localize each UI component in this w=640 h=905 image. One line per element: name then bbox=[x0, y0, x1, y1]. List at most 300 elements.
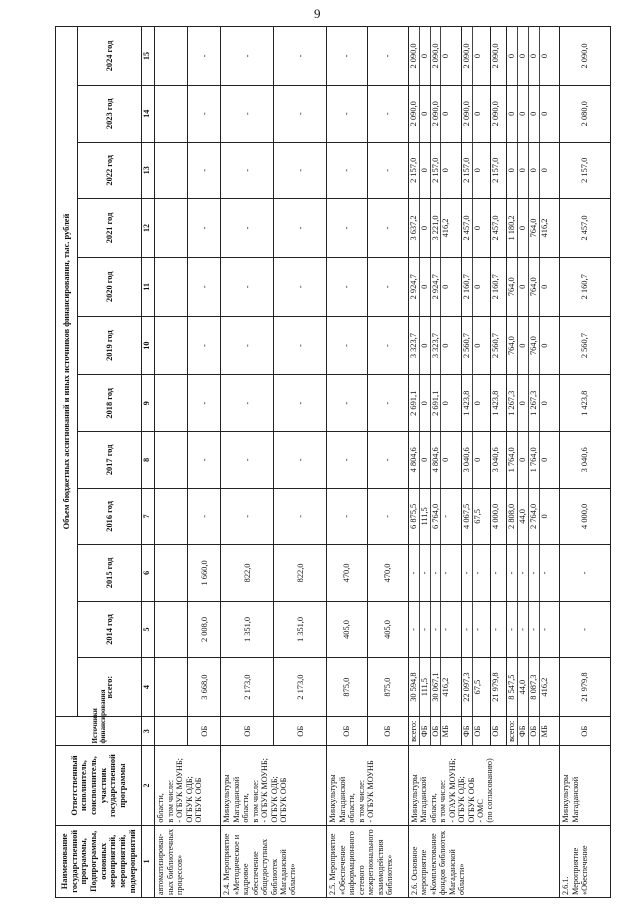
value-cell bbox=[507, 199, 560, 258]
value: 0 bbox=[529, 143, 540, 199]
executor-line: в том числе: bbox=[165, 779, 175, 823]
header-name: Наименование государственной программы, Подпрограммы, основных мероприятий, мероприятий, подмероприятий bbox=[56, 825, 142, 897]
source-label: ФБ bbox=[420, 717, 431, 745]
value-cell: 875,0 bbox=[327, 658, 368, 717]
value: 0 bbox=[539, 457, 549, 462]
value: - bbox=[431, 602, 442, 658]
source-cell: ОБ bbox=[368, 717, 409, 746]
value: - bbox=[420, 602, 431, 658]
column-number: 14 bbox=[142, 85, 155, 142]
value: - bbox=[441, 628, 451, 631]
value-cell: - bbox=[327, 316, 368, 375]
value-cell bbox=[155, 257, 188, 316]
value: - bbox=[529, 602, 540, 658]
value: 0 bbox=[518, 143, 529, 199]
value-cell: - bbox=[221, 257, 274, 316]
value: 2 090,0 bbox=[409, 86, 420, 142]
value: 2 090,0 bbox=[431, 86, 442, 142]
value-cell bbox=[409, 27, 462, 86]
value: 1 423,8 bbox=[490, 390, 500, 416]
value-cell bbox=[490, 601, 507, 658]
value-cell: 822,0 bbox=[274, 545, 327, 602]
value-cell: 2 080,0 bbox=[560, 85, 611, 142]
value-cell bbox=[409, 257, 462, 316]
value: 2 808,0 bbox=[507, 489, 518, 545]
source-cell bbox=[409, 717, 462, 746]
value: 44,0 bbox=[518, 658, 529, 716]
source-cell: ОБ bbox=[327, 717, 368, 746]
header-year: 2020 год bbox=[78, 257, 142, 316]
value: 0 bbox=[539, 53, 549, 59]
value-cell bbox=[461, 488, 490, 545]
value-cell: 2 173,0 bbox=[274, 658, 327, 717]
value-cell: 4 000,0 bbox=[560, 488, 611, 545]
value: 0 bbox=[441, 343, 451, 348]
source-label: МБ bbox=[441, 725, 451, 738]
executor-line: ОГБУК ОДБ; bbox=[269, 776, 279, 823]
value: 764,0 bbox=[529, 258, 540, 316]
executor-line: ОГБУК ООБ bbox=[466, 777, 476, 823]
value: 0 bbox=[420, 199, 431, 257]
column-number: 10 bbox=[142, 316, 155, 375]
value-cell: - bbox=[327, 27, 368, 86]
value: 3 040,6 bbox=[462, 432, 473, 488]
value-cell bbox=[409, 488, 462, 545]
value-cell: - bbox=[368, 257, 409, 316]
executor-line: ОГБУК ООБ bbox=[279, 777, 289, 823]
executor-line: (по согласованию) bbox=[485, 758, 495, 823]
value: 3 323,7 bbox=[409, 317, 420, 375]
value: 111,5 bbox=[420, 658, 431, 716]
value-cell: - bbox=[188, 432, 221, 489]
value: - bbox=[420, 545, 431, 601]
executor-line: Минкультуры Магаданской области, bbox=[328, 774, 357, 823]
row-executor bbox=[221, 746, 327, 825]
source-cell bbox=[490, 717, 507, 746]
value: 1 423,8 bbox=[462, 376, 473, 432]
value: 0 bbox=[441, 401, 451, 406]
value-cell: - bbox=[221, 375, 274, 432]
header-year: 2018 год bbox=[78, 375, 142, 432]
executor-line: в том числе: bbox=[438, 779, 448, 823]
value-cell: - bbox=[327, 257, 368, 316]
executor-line: - ОМС bbox=[475, 799, 485, 823]
row-name: 2.6. Основное мероприятие «Комплектование фондов библиотек Магаданской области» bbox=[409, 825, 560, 897]
value: 1 764,0 bbox=[529, 432, 540, 488]
value: - bbox=[507, 602, 518, 658]
value-cell: - bbox=[221, 27, 274, 86]
value: 0 bbox=[539, 343, 549, 348]
value: - bbox=[529, 545, 540, 601]
value-cell: 1 351,0 bbox=[274, 601, 327, 658]
value-cell bbox=[507, 257, 560, 316]
source-label: ОБ bbox=[431, 717, 442, 745]
value: - bbox=[431, 545, 442, 601]
row-executor bbox=[155, 746, 221, 825]
value-cell: 875,0 bbox=[368, 658, 409, 717]
value: 2 560,7 bbox=[490, 333, 500, 359]
source-cell: ОБ bbox=[188, 717, 221, 746]
value-cell bbox=[490, 85, 507, 142]
executor-line: Минкультуры Магаданской области, bbox=[222, 774, 251, 823]
value: 2 457,0 bbox=[462, 199, 473, 257]
value: 2 160,7 bbox=[462, 258, 473, 316]
value-cell bbox=[490, 658, 507, 717]
value-cell bbox=[490, 545, 507, 602]
value: 0 bbox=[441, 457, 451, 462]
value-cell: 470,0 bbox=[368, 545, 409, 602]
value: 416,2 bbox=[539, 218, 549, 238]
value: 67,5 bbox=[472, 509, 482, 524]
value: 0 bbox=[441, 111, 451, 116]
value-cell: - bbox=[188, 375, 221, 432]
value-cell: - bbox=[188, 85, 221, 142]
value: 4 804,6 bbox=[409, 432, 420, 488]
value-cell bbox=[461, 375, 490, 432]
value-cell: 2 008,0 bbox=[188, 601, 221, 658]
table-body bbox=[155, 27, 611, 898]
page-number: 9 bbox=[314, 6, 321, 21]
executor-line: ОГБУК ОДБ; bbox=[457, 776, 467, 823]
value: 2 090,0 bbox=[490, 101, 500, 127]
source-cell: ОБ bbox=[221, 717, 274, 746]
value: 0 bbox=[472, 457, 482, 462]
value-cell: 2 457,0 bbox=[560, 199, 611, 258]
value: 0 bbox=[472, 111, 482, 116]
executor-line: в том числе: bbox=[250, 779, 260, 823]
value-cell bbox=[409, 601, 462, 658]
value-cell: - bbox=[188, 257, 221, 316]
value-cell bbox=[507, 142, 560, 199]
value: 2 157,0 bbox=[409, 143, 420, 199]
row-name: 2.5. Мероприятие «Обеспечение информационного сетевого межрегионального взаимодействия библиотек» bbox=[327, 825, 409, 897]
value-cell bbox=[155, 488, 188, 545]
executor-line: Минкультуры Магаданской области, bbox=[410, 774, 438, 823]
value-cell bbox=[461, 257, 490, 316]
value-cell bbox=[490, 432, 507, 489]
value: 3 637,2 bbox=[409, 199, 420, 257]
value-cell bbox=[409, 375, 462, 432]
column-number: 6 bbox=[142, 545, 155, 602]
value-cell: 2 560,7 bbox=[560, 316, 611, 375]
value-cell bbox=[507, 488, 560, 545]
value-cell bbox=[409, 658, 462, 717]
source-cell: ОБ bbox=[274, 717, 327, 746]
value-cell: 1 351,0 bbox=[221, 601, 274, 658]
value-cell bbox=[461, 27, 490, 86]
value: 0 bbox=[441, 53, 451, 59]
column-number: 4 bbox=[142, 658, 155, 717]
value: 764,0 bbox=[529, 199, 540, 257]
value: 0 bbox=[420, 86, 431, 142]
value-cell: - bbox=[368, 142, 409, 199]
value-cell bbox=[490, 375, 507, 432]
value: 3 221,0 bbox=[431, 199, 442, 257]
column-number: 2 bbox=[142, 746, 155, 825]
value-cell: - bbox=[221, 488, 274, 545]
source-label: ОБ bbox=[472, 725, 482, 737]
value: - bbox=[490, 571, 500, 575]
value-cell bbox=[155, 375, 188, 432]
value: 21 979,8 bbox=[490, 672, 500, 702]
table-container bbox=[55, 26, 611, 898]
value-cell: - bbox=[274, 27, 327, 86]
value-cell: - bbox=[221, 142, 274, 199]
value-cell bbox=[490, 316, 507, 375]
row-executor bbox=[409, 746, 560, 825]
source-label: всего: bbox=[507, 717, 518, 745]
header-year: 2016 год bbox=[78, 488, 142, 545]
value: 2 157,0 bbox=[462, 143, 473, 199]
value: - bbox=[518, 602, 529, 658]
row-executor bbox=[327, 746, 409, 825]
value: 2 157,0 bbox=[431, 143, 442, 199]
header-volume: Объем бюджетных ассигнований и иных источников финансирования, тыс. рублей bbox=[56, 27, 78, 717]
column-number: 9 bbox=[142, 375, 155, 432]
value: 1 267,3 bbox=[529, 376, 540, 432]
value: 764,0 bbox=[507, 258, 518, 316]
executor-line: в том числе: bbox=[356, 779, 366, 823]
value: 0 bbox=[472, 168, 482, 173]
value-cell: 2 090,0 bbox=[560, 27, 611, 86]
value-cell: - bbox=[368, 432, 409, 489]
value-cell: - bbox=[274, 488, 327, 545]
header-year: 2019 год bbox=[78, 316, 142, 375]
value: 0 bbox=[472, 401, 482, 406]
row-name: 2.6.1. Мероприятие «Обеспечение bbox=[560, 825, 611, 897]
value-cell bbox=[155, 142, 188, 199]
column-number: 3 bbox=[142, 717, 155, 746]
value: 6 764,0 bbox=[431, 489, 442, 545]
column-number: 1 bbox=[142, 825, 155, 897]
value-cell bbox=[461, 658, 490, 717]
value: 764,0 bbox=[507, 317, 518, 375]
value: 6 875,5 bbox=[409, 489, 420, 545]
column-number: 15 bbox=[142, 27, 155, 86]
value: 0 bbox=[472, 225, 482, 231]
column-number: 8 bbox=[142, 432, 155, 489]
source-label: ФБ bbox=[462, 717, 473, 745]
value: 0 bbox=[529, 27, 540, 85]
value: - bbox=[441, 514, 451, 518]
value-cell bbox=[507, 27, 560, 86]
value-cell: - bbox=[274, 375, 327, 432]
source-label: МБ bbox=[539, 725, 549, 738]
value: 0 bbox=[507, 27, 518, 85]
column-number: 7 bbox=[142, 488, 155, 545]
value: 0 bbox=[420, 432, 431, 488]
value: - bbox=[507, 545, 518, 601]
executor-line: - ОГБУК МОУНБ; bbox=[260, 758, 270, 823]
value-cell bbox=[461, 432, 490, 489]
value-cell: - bbox=[327, 488, 368, 545]
value-cell: - bbox=[188, 199, 221, 258]
value-cell bbox=[155, 199, 188, 258]
value-cell: - bbox=[368, 199, 409, 258]
value: 67,5 bbox=[472, 679, 482, 695]
value: 2 157,0 bbox=[490, 157, 500, 183]
value-cell bbox=[155, 85, 188, 142]
value-cell: - bbox=[327, 142, 368, 199]
value: 4 804,6 bbox=[431, 432, 442, 488]
value-cell bbox=[409, 545, 462, 602]
value-cell bbox=[507, 316, 560, 375]
table-row bbox=[409, 27, 462, 898]
value: 2 691,1 bbox=[409, 376, 420, 432]
header-year: 2024 год bbox=[78, 27, 142, 86]
value: 8 547,5 bbox=[507, 658, 518, 716]
value: 1 267,3 bbox=[507, 376, 518, 432]
value: 3 323,7 bbox=[431, 317, 442, 375]
column-number: 11 bbox=[142, 257, 155, 316]
value-cell bbox=[461, 199, 490, 258]
value-cell bbox=[155, 27, 188, 86]
value: 3 040,6 bbox=[490, 447, 500, 473]
value-cell bbox=[490, 27, 507, 86]
value: 30 594,8 bbox=[409, 658, 420, 716]
header-year: 2023 год bbox=[78, 85, 142, 142]
value-cell: 3 040,6 bbox=[560, 432, 611, 489]
value: 2 560,7 bbox=[462, 317, 473, 375]
value: 4 000,0 bbox=[490, 503, 500, 529]
value: 22 097,3 bbox=[462, 658, 473, 716]
value: 416,2 bbox=[539, 677, 549, 697]
value: 0 bbox=[518, 258, 529, 316]
value-cell: - bbox=[368, 27, 409, 86]
value: - bbox=[539, 571, 549, 575]
value-cell bbox=[461, 601, 490, 658]
value-cell: - bbox=[221, 316, 274, 375]
header-source: Источники финансирования bbox=[56, 717, 142, 746]
value-cell bbox=[409, 199, 462, 258]
value-cell: - bbox=[560, 545, 611, 602]
value: 2 924,7 bbox=[409, 258, 420, 316]
value-cell bbox=[490, 142, 507, 199]
value: 2 457,0 bbox=[490, 215, 500, 241]
value: 0 bbox=[539, 168, 549, 173]
header-executor: Ответственный исполнитель, соисполнитель, участник государственной программы bbox=[56, 746, 142, 825]
source-cell bbox=[507, 717, 560, 746]
value-cell: - bbox=[368, 488, 409, 545]
value: 2 764,0 bbox=[529, 489, 540, 545]
value-cell: 1 423,8 bbox=[560, 375, 611, 432]
value: - bbox=[472, 628, 482, 631]
value-cell bbox=[507, 375, 560, 432]
table-row bbox=[327, 27, 368, 898]
value: 2 090,0 bbox=[490, 43, 500, 69]
value: 416,2 bbox=[441, 677, 451, 697]
value: 0 bbox=[472, 343, 482, 348]
value-cell bbox=[490, 257, 507, 316]
header-total: всего: bbox=[78, 658, 142, 717]
header-year: 2021 год bbox=[78, 199, 142, 258]
column-number: 12 bbox=[142, 199, 155, 258]
value-cell bbox=[155, 601, 188, 658]
value: - bbox=[490, 628, 500, 631]
value: 0 bbox=[529, 86, 540, 142]
value: 0 bbox=[518, 376, 529, 432]
value: 1 764,0 bbox=[507, 432, 518, 488]
value: - bbox=[462, 602, 473, 658]
value-cell bbox=[155, 545, 188, 602]
value-cell bbox=[409, 316, 462, 375]
value: 4 067,5 bbox=[462, 489, 473, 545]
value: 764,0 bbox=[529, 317, 540, 375]
value-cell: - bbox=[221, 85, 274, 142]
executor-line: - ОГАУК МОУНБ; bbox=[447, 758, 457, 823]
value: 0 bbox=[420, 317, 431, 375]
value-cell: 2 157,0 bbox=[560, 142, 611, 199]
value: - bbox=[518, 545, 529, 601]
value: 2 090,0 bbox=[462, 86, 473, 142]
value-cell: - bbox=[188, 488, 221, 545]
column-number-row bbox=[142, 27, 155, 898]
value: 8 087,3 bbox=[529, 658, 540, 716]
row-name: автоматизирован-ных библиотечных процессов» bbox=[155, 825, 221, 897]
value: 0 bbox=[518, 199, 529, 257]
value-cell bbox=[155, 432, 188, 489]
value-cell bbox=[507, 601, 560, 658]
value-cell bbox=[461, 142, 490, 199]
value: - bbox=[472, 571, 482, 575]
row-name: 2.4. Мероприятие «Методическое и кадровое обеспечение общедоступных библиотек Магаданской области» bbox=[221, 825, 327, 897]
value-cell bbox=[409, 142, 462, 199]
table-row bbox=[221, 27, 274, 898]
value: 0 bbox=[518, 317, 529, 375]
value: 0 bbox=[441, 168, 451, 173]
value-cell: - bbox=[327, 375, 368, 432]
value-cell bbox=[409, 85, 462, 142]
value-cell bbox=[490, 488, 507, 545]
value: 44,0 bbox=[518, 489, 529, 545]
value-cell: - bbox=[221, 199, 274, 258]
value: 2 090,0 bbox=[462, 27, 473, 85]
value: 0 bbox=[441, 284, 451, 289]
value-cell: - bbox=[274, 432, 327, 489]
value-cell: - bbox=[274, 316, 327, 375]
value: 0 bbox=[420, 27, 431, 85]
executor-line: области, bbox=[156, 793, 166, 823]
source-label: всего: bbox=[409, 717, 420, 745]
value-cell bbox=[461, 545, 490, 602]
value-cell: - bbox=[368, 85, 409, 142]
value: 0 bbox=[539, 284, 549, 289]
value-cell: - bbox=[188, 142, 221, 199]
value: 0 bbox=[507, 143, 518, 199]
value: 0 bbox=[518, 27, 529, 85]
value-cell bbox=[155, 316, 188, 375]
value-cell bbox=[507, 85, 560, 142]
value-cell: - bbox=[368, 375, 409, 432]
header-year: 2014 год bbox=[78, 601, 142, 658]
value: - bbox=[409, 602, 420, 658]
value-cell: - bbox=[327, 85, 368, 142]
value-cell bbox=[461, 316, 490, 375]
value-cell bbox=[409, 432, 462, 489]
source-cell bbox=[155, 717, 188, 746]
value-cell: - bbox=[327, 432, 368, 489]
value: 1 180,2 bbox=[507, 199, 518, 257]
value: 30 067,1 bbox=[431, 658, 442, 716]
value: - bbox=[539, 628, 549, 631]
source-cell bbox=[461, 717, 490, 746]
value: 2 924,7 bbox=[431, 258, 442, 316]
financing-table bbox=[55, 26, 611, 898]
header-year: 2015 год bbox=[78, 545, 142, 602]
table-row bbox=[155, 27, 188, 898]
value: - bbox=[409, 545, 420, 601]
value: 0 bbox=[420, 376, 431, 432]
